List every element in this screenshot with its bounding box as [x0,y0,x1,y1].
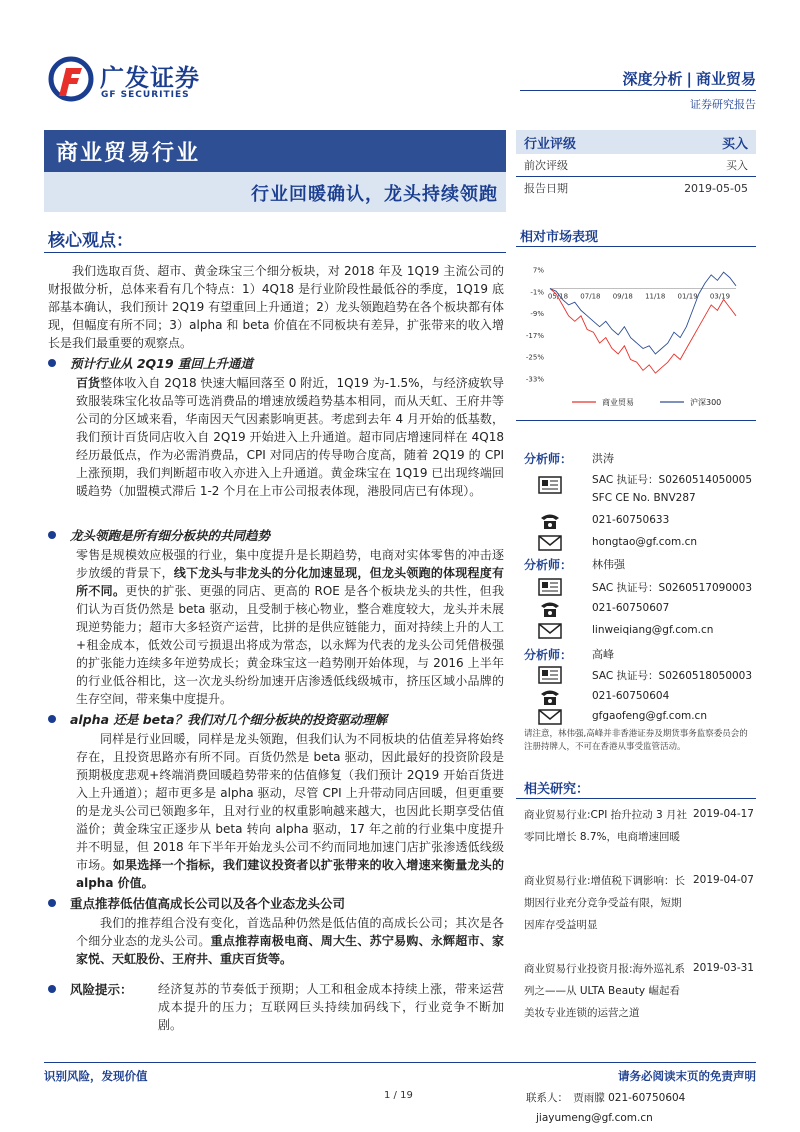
bullet-dot-icon [48,531,56,539]
series-line-2 [547,272,736,354]
x-tick-label: 05/18 [547,292,569,301]
analyst-2-name: 林伟强 [592,558,625,571]
legend-label: 沪深300 [690,398,722,407]
gf-logo-icon [46,56,96,102]
certificate-icon [538,578,562,596]
analyst-1-sfc: SFC CE No. BNV287 [592,492,696,504]
footer-email: jiayumeng@gf.com.cn [536,1112,653,1124]
phone-icon [538,688,562,706]
related-item-3[interactable]: 商业贸易行业投资月报:海外巡礼系列之——从 ULTA Beauty 崛起看美妆专业连锁的运营之道 [524,963,686,1019]
footer-divider [44,1062,756,1063]
bullet-2-body-a: 零售是规模效应极强的行业，集中度提升是长期趋势，电商对实体零售的冲击逐步放缓的背景下， [76,548,504,580]
y-tick-label: 7% [532,266,544,275]
core-intro: 我们选取百货、超市、黄金珠宝三个细分板块，对 2018 年及 1Q19 主流公司的财报做分析，总体来看有几个特点：1）4Q18 是行业阶段性最低谷的季度，1Q19 底部基本确认，我们预计 2Q19 有望重回上升通道；2）龙头领跑趋势在各个板块都有体现，但幅度有所不同；3）alpha 和 beta 价值在不同板块有差异，扩张带来的收入增长是我们最重要的观察点。 [48,264,504,350]
bullet-4-body: 我们的推荐组合没有变化，首选品种仍然是低估值的高成长公司；其次是各个细分业态的龙头公司。 [76,916,504,948]
analyst-2-sac: SAC 执证号：S0260517090003 [592,582,753,594]
chart-bottom-divider [516,420,756,421]
rating-box [516,130,756,199]
x-tick-label: 09/18 [612,292,633,301]
mail-icon [538,534,562,552]
core-divider [44,252,506,253]
footer-contact: 联系人： 贾雨朦 021-60750604 [526,1092,686,1104]
header-divider [520,90,756,91]
bullet-3-body: 同样是行业回暖，同样是龙头领跑，但我们认为不同板块的估值差异将始终存在，且投资思路亦有所不同。百货仍然是 beta 驱动，因此最好的投资阶段是预期极度悲观+终端消费回暖趋势带来的估值修复（我们预计 2Q19 开始百货进入上升通道）；超市更多是 alpha 驱动，尽管 CPI 上升带动同店回暖，但更重要的是龙头公司已领跑多年，且对行业的权重影响越来越大，也因此长期享受估值溢价；黄金珠宝正逐步从 beta 转向 alpha 驱动，17 年之前的行业集中度提升并不明显，但 2018 年下半年开始龙头公司不约而同地加速门店扩张渗透低线级市场。 [76,732,504,872]
analyst-3-sac: SAC 执证号：S0260518050003 [592,670,753,682]
bullet-4-highlight: 重点推荐南极电商、周大生、苏宁易购、永辉超市、家家悦、天虹股份、王府井、重庆百货等。 [76,934,504,966]
bullet-dot-icon [48,359,56,367]
bullet-5-title: 风险提示： [70,982,133,997]
analyst-1-email: hongtao@gf.com.cn [592,536,697,548]
category-depth: 深度分析 [622,70,683,88]
bullet-1-title: 预计行业从 2Q19 重回上升通道 [70,356,253,371]
report-category [622,68,756,89]
bullet-4-title: 重点推荐低估值高成长公司以及各个业态龙头公司 [70,896,346,911]
rating-row [516,130,756,154]
prev-rating-row [516,154,756,176]
bullet-2-highlight: 线下龙头与非龙头的分化加速显现，但龙头领跑的体现程度有所不同。 [76,566,504,598]
phone-icon [538,600,562,618]
bullet-2 [48,526,270,544]
report-headline: 行业回暖确认，龙头持续领跑 [251,184,498,205]
bullet-5 [48,980,133,998]
x-tick-label: 07/18 [580,292,601,301]
analyst-2-label: 分析师： [524,558,573,572]
bullet-1 [48,354,253,372]
related-date-3: 2019-03-31 [692,962,754,974]
mail-icon [538,708,562,726]
bullet-2-text [76,546,504,708]
bullet-3 [48,710,387,728]
bullet-1-text [76,374,504,500]
chart-title: 相对市场表现 [520,230,599,245]
y-tick-label: -1% [530,288,544,297]
report-date-value: 2019-05-05 [684,181,748,195]
phone-icon [538,512,562,530]
category-industry: 商业贸易 [695,70,756,88]
analyst-1-name: 洪涛 [592,452,614,465]
footer-disclaimer-link[interactable]: 请务必阅读末页的免责声明 [618,1069,756,1083]
analyst-2-phone: 021-60750607 [592,602,670,614]
y-tick-label: -17% [525,331,544,340]
certificate-icon [538,476,562,494]
bullet-3-highlight: 如果选择一个指标，我们建议投资者以扩张带来的收入增速来衡量龙头的 alpha 价值。 [76,858,504,890]
prev-rating-label: 前次评级 [524,159,568,172]
x-tick-label: 01/19 [677,292,698,301]
report-date-label: 报告日期 [524,182,568,195]
prev-rating-value: 买入 [726,159,748,172]
analyst-disclaimer: 请注意，林伟强,高峰并非香港证券及期货事务监察委员会的注册持牌人，不可在香港从事受监管活动。 [524,729,748,752]
related-item-1[interactable]: 商业贸易行业:CPI 抬升拉动 3 月社零同比增长 8.7%，电商增速回暖 [524,809,687,843]
analyst-3-phone: 021-60750604 [592,690,670,702]
related-divider [516,798,756,799]
bullet-1-body: 整体收入自 2Q18 快速大幅回落至 0 附近，1Q19 为-1.5%，与经济疲软导致服装珠宝化妆品等可选消费品的增速放缓趋势基本相同，而从天虹、王府井等公司的分区域来看，华南因天气因素影响更甚。考虑到去年 4 月开始的低基数，我们预计百货同店收入自 2Q19 开始进入上升通道。超市同店增速同样在 4Q18 经历最低点，作为必需消费品，CPI 对同店的传导吻合度高，随着 2Q19 的 CPI 上涨预期，我们判断超市收入亦进入上升通道。黄金珠宝在 1Q19 已出现终端回暖趋势（加盟模式滞后 1-2 个月在上市公司报表体现，港股同店已有体现）。 [76,376,504,498]
bullet-2-title: 龙头领跑是所有细分板块的共同趋势 [70,528,271,543]
category-separator: | [686,70,692,88]
bullet-2-body-b: 更快的扩张、更强的同店、更高的 ROE 是各个板块龙头的共性，但我们认为百货仍然是 beta 驱动，且受制于核心物业，整合难度较大，龙头并未展现逆势能力；超市大多轻资产运营，比拼的是供应链能力，面对持续上升的人工+租金成本，低效公司亏损退出将成为常态，以永辉为代表的龙头公司凭借极强的扩张能力连续多年逆势成长；黄金珠宝这一趋势刚开始体现，与 2016 上半年的行业低谷相比，这一次龙头纷纷加速开店渗透低线级城市，挤压区域小品牌的生存空间，带来集中度提升。 [76,584,504,706]
industry-title: 商业贸易行业 [56,141,201,166]
y-tick-label: -25% [525,353,544,362]
market-performance-chart [516,256,756,416]
mail-icon [538,622,562,640]
rating-label: 行业评级 [524,136,577,152]
logo-text: 广发证券 [100,64,200,92]
related-item-2[interactable]: 商业贸易行业:增值税下调影响：长期因行业充分竞争受益有限，短期因库存受益明显 [524,875,686,931]
analyst-1-phone: 021-60750633 [592,514,670,526]
bullet-3-text [76,730,504,892]
footer-slogan: 识别风险，发现价值 [44,1069,148,1083]
analyst-1-label: 分析师： [524,452,573,466]
bullet-dot-icon [48,715,56,723]
analyst-3-name: 高峰 [592,648,614,661]
bullet-4-text [76,914,504,968]
legend-label: 商业贸易 [602,398,634,407]
bullet-1-lead: 百货 [76,376,101,390]
bullet-5-text: 经济复苏的节奏低于预期；人工和租金成本持续上涨，带来运营成本提升的压力；互联网巨头持续加码线下，行业竞争不断加剧。 [158,982,504,1032]
analyst-3-email: gfgaofeng@gf.com.cn [592,710,707,722]
bullet-4 [48,894,345,912]
bullet-dot-icon [48,899,56,907]
y-tick-label: -9% [530,310,544,319]
bullet-dot-icon [48,985,56,993]
core-title: 核心观点： [48,231,133,251]
page-number: 1 / 19 [384,1090,413,1101]
logo-text-en: GF SECURITIES [101,90,190,100]
related-title: 相关研究： [524,782,590,797]
bullet-3-title: alpha 还是 beta？我们对几个细分板块的投资驱动理解 [70,712,388,727]
report-date-row [516,177,756,199]
report-type: 证券研究报告 [690,98,756,111]
analyst-3-label: 分析师： [524,648,573,662]
certificate-icon [538,666,562,684]
analyst-2-email: linweiqiang@gf.com.cn [592,624,714,636]
x-tick-label: 11/18 [645,292,666,301]
chart-divider [516,246,756,247]
y-tick-label: -33% [525,375,544,384]
x-tick-label: 03/19 [709,292,731,301]
related-date-1: 2019-04-17 [692,808,754,820]
analyst-1-sac: SAC 执证号：S0260514050005 [592,474,753,486]
related-date-2: 2019-04-07 [692,874,754,886]
rating-value: 买入 [721,136,748,152]
series-line-1 [547,289,736,374]
